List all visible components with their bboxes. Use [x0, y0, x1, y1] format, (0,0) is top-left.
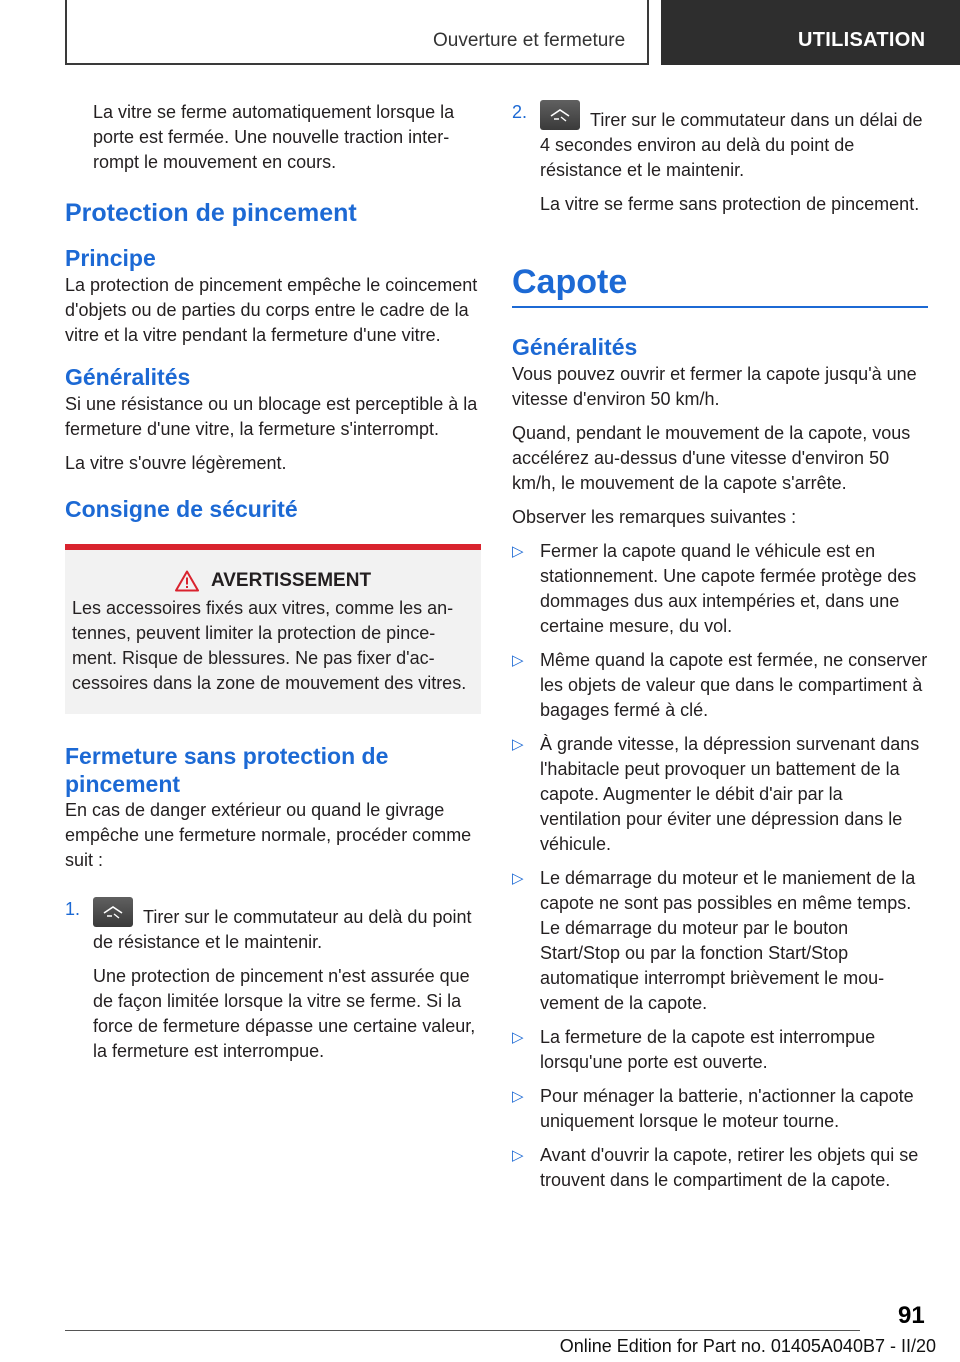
- warning-header: [72, 570, 474, 592]
- step-2-number: 2.: [512, 102, 528, 122]
- step-1-number: 1.: [65, 899, 81, 919]
- triangle-bullet-icon: ▷: [512, 1029, 524, 1046]
- window-switch-icon: [540, 100, 580, 130]
- heading-capote-generalites: Généralités: [512, 334, 638, 360]
- list-item-text: Pour ménager la batterie, n'actionner la capote uniquement lorsque le moteur tourne.: [540, 1086, 914, 1131]
- triangle-bullet-icon: ▷: [512, 870, 524, 887]
- list-item: [512, 1084, 928, 1134]
- step-1-text: Tirer sur le commutateur au delà du point de résistance et le maintenir.: [93, 907, 472, 952]
- list-item: [512, 1143, 928, 1193]
- triangle-bullet-icon: ▷: [512, 652, 524, 669]
- heading-protection: Protection de pincement: [65, 199, 357, 227]
- window-switch-icon: [93, 897, 133, 927]
- list-item: [512, 1025, 928, 1075]
- capote-paragraph-1: Vous pouvez ouvrir et fermer la capote jusqu'à une vitesse d'environ 50 km/h.: [512, 364, 917, 409]
- page-number: 91: [898, 1302, 925, 1329]
- heading-principe: Principe: [65, 245, 156, 271]
- list-item: [512, 866, 928, 1016]
- left-column: [65, 100, 481, 1064]
- triangle-bullet-icon: ▷: [512, 1088, 524, 1105]
- section-title: Ouverture et fermeture: [433, 30, 626, 51]
- step-2: [512, 100, 928, 217]
- step-2-note: La vitre se ferme sans protection de pincement.: [540, 194, 920, 214]
- footer-edition: Online Edition for Part no. 01405A040B7 - II/20: [559, 1336, 936, 1356]
- heading-capote: Capote: [512, 262, 928, 308]
- remarks-list: [512, 539, 928, 1193]
- principe-paragraph: La protection de pincement empêche le coincement d'objets ou de parties du corps entre le cadre de la vitre et la vitre pendant la fermeture d'une vitre.: [65, 275, 478, 345]
- warning-title: AVERTISSEMENT: [210, 570, 372, 591]
- triangle-bullet-icon: ▷: [512, 1147, 524, 1164]
- heading-generalites: Généralités: [65, 364, 191, 390]
- generalites-paragraph-1: Si une résistance ou un blocage est perceptible à la fermeture d'une vitre, la fermeture s'interrompt.: [65, 394, 478, 439]
- list-item-text: La fermeture de la capote est interrompue lorsqu'une porte est ouverte.: [540, 1027, 876, 1072]
- list-item-text: À grande vitesse, la dépression survenant dans l'habitacle peut provoquer un battement de la capote. Augmenter le débit d'air par la ventilation pour éviter une dépression dans le véhicule.: [540, 734, 920, 854]
- warning-box: [65, 544, 481, 714]
- list-item: [512, 732, 928, 857]
- generalites-paragraph-2: La vitre s'ouvre légèrement.: [65, 453, 287, 473]
- step-2-text: Tirer sur le commutateur dans un délai de 4 secondes environ au delà du point de résistance et le maintenir.: [540, 110, 923, 180]
- list-item: [512, 539, 928, 639]
- step-1: [65, 897, 481, 1064]
- footer-divider: [65, 1330, 860, 1331]
- chapter-tab: UTILISATION: [661, 0, 960, 65]
- heading-consigne: Consigne de sécurité: [65, 496, 298, 522]
- list-item-text: Fermer la capote quand le véhicule est en stationnement. Une capote fermée protège des dommages dus aux intempéries et, dans une certaine mesure, du vol.: [540, 541, 917, 636]
- list-item-text: Avant d'ouvrir la capote, retirer les objets qui se trouvent dans le compartiment de la capote.: [540, 1145, 919, 1190]
- fermeture-paragraph: En cas de danger extérieur ou quand le givrage empêche une fermeture normale, procéder comme suit :: [65, 800, 472, 870]
- step-1-note: Une protection de pincement n'est assurée que de façon limitée lorsque la vitre se ferme. Si la force de fermeture dépasse une certaine valeur, la fermeture est interrompue.: [93, 966, 476, 1061]
- right-column: [512, 100, 928, 1193]
- list-item: [512, 648, 928, 723]
- warning-triangle-icon: [175, 570, 199, 592]
- triangle-bullet-icon: ▷: [512, 543, 524, 560]
- intro-paragraph: La vitre se ferme automatiquement lorsque la porte est fermée. Une nouvelle traction interrompt le mouvement en cours.: [93, 102, 455, 172]
- capote-paragraph-3: Observer les remarques suivantes :: [512, 507, 797, 527]
- warning-text: Les accessoires fixés aux vitres, comme les antennes, peuvent limiter la protection de pincement. Risque de blessures. Ne pas fixer d'accessoires dans la zone de mouvement des vitres.: [72, 598, 467, 693]
- heading-fermeture: Fermeture sans protection de pincement: [65, 743, 389, 797]
- list-item-text: Le démarrage du moteur et le maniement de la capote ne sont pas possibles en même temps. Le démarrage du moteur par le bouton Start/Stop ou par la fonction Start/Stop automatique interrompt brièvement le mouvement de la capote.: [540, 868, 916, 1013]
- capote-paragraph-2: Quand, pendant le mouvement de la capote, vous accélérez au-dessus d'une vitesse d'environ 50 km/h, le mouvement de la capote s'arrête.: [512, 423, 911, 493]
- triangle-bullet-icon: ▷: [512, 736, 524, 753]
- list-item-text: Même quand la capote est fermée, ne conserver les objets de valeur que dans le compartiment à bagages fermé à clé.: [540, 650, 928, 720]
